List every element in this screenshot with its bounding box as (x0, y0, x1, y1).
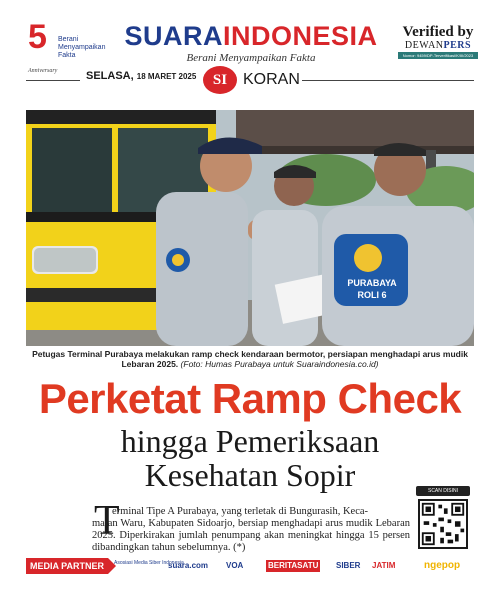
anniversary-number: 5 (28, 18, 47, 56)
brand-name: SUARAINDONESIA (124, 21, 378, 51)
partner-jatim-logo[interactable]: JATIM (372, 561, 396, 570)
partner-siber-logo[interactable]: SIBER (336, 561, 361, 570)
edition-date: SELASA, 18 MARET 2025 (86, 70, 197, 82)
qr-label: SCAN DISINI (416, 486, 470, 496)
qr-code-icon[interactable] (418, 499, 468, 549)
photo-credit: (Foto: Humas Purabaya untuk Suaraindonesia.co.id) (180, 359, 379, 369)
photo-illustration (26, 110, 474, 346)
verified-badge (398, 24, 478, 59)
divider-left (26, 80, 80, 81)
article-lead-first-line: erminal Tipe A Purabaya, yang terletak di Bungurasih, Keca- (112, 506, 369, 517)
section-label: KORAN (243, 71, 300, 88)
dateline (0, 66, 500, 96)
partner-suara-logo[interactable]: suara.com (168, 561, 209, 570)
badge-text-2: ROLI 6 (357, 290, 387, 300)
article-lead-rest: matan Waru, Kabupaten Sidoarjo, bersiap menghadapi arus mudik Lebaran 2025. Diperkirakan jumlah penumpang akan meningkat hingga 15 persen dibandingkan tahun sebelumnya. (*) (92, 518, 410, 553)
partner-amsi-logo[interactable]: Asosiasi Media Siber Indonesia (114, 560, 184, 566)
qr-block[interactable] (416, 486, 470, 554)
partner-beritasatu-logo[interactable]: BERITASATU (268, 561, 319, 570)
media-partner-label: MEDIA PARTNER (26, 558, 108, 574)
article-lead (92, 506, 410, 554)
badge-text-1: PURABAYA (347, 278, 397, 288)
subheadline-line-2: Kesehatan Sopir (144, 457, 356, 493)
brand-tagline: Berani Menyampaikan Fakta (186, 52, 316, 64)
photo-caption: Petugas Terminal Purabaya melakukan ramp check kendaraan bermotor, persiapan menghadapi arus mudik Lebaran 2025. (Foto: Humas Purabaya untuk Suaraindonesia.co.id) (32, 349, 468, 369)
anniversary-logo (22, 18, 106, 74)
headline[interactable]: Perketat Ramp Check (38, 375, 462, 422)
anniversary-tagline: Berani Menyampaikan Fakta (58, 36, 106, 59)
partner-ngepop-logo[interactable]: ngepop (424, 560, 461, 571)
verified-cert-id: Nomor: 9459/DP-Terverifikasi/K/III/2023 (398, 52, 478, 59)
drop-cap: T (94, 498, 120, 544)
brand-logo[interactable] (116, 22, 386, 64)
anniversary-signature: Anniversary (28, 68, 58, 74)
divider-right (302, 80, 474, 81)
masthead (0, 0, 500, 74)
lead-photo[interactable] (26, 110, 474, 346)
verified-issuer: DEWANPERS (404, 40, 472, 51)
si-badge: SI (203, 66, 237, 94)
partner-voa-logo[interactable]: VOA (226, 561, 244, 570)
verified-title: Verified by (402, 24, 474, 40)
subheadline-line-1: hingga Pemeriksaan (120, 423, 380, 459)
media-partners-bar (26, 558, 474, 574)
